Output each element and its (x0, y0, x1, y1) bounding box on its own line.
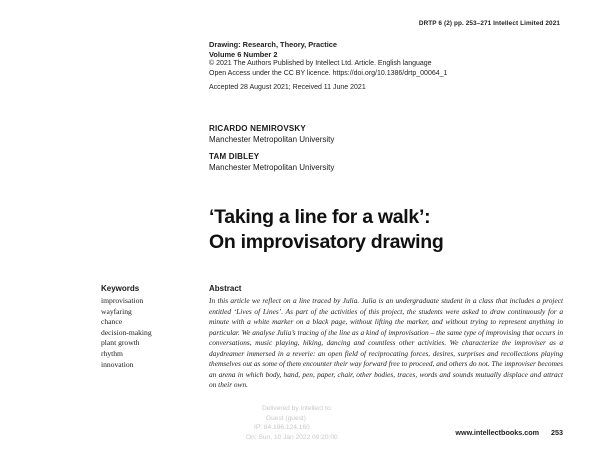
title-line-2: On improvisatory drawing (209, 231, 444, 253)
abstract-text: In this article we reflect on a line traced by Julia. Julia is an undergraduate student in a class that includes a project entitled ‘Lives of Lines’. As part of the activities of this project, the students were asked to draw continuously for a minute with a white marker on a black page, without lifting the marker, and without trying to represent anything in particular. We analyse Julia’s tracing of the line as a kind of improvisation – the same type of improvising that occurs in conversations, music playing, hiking, dancing and countless other activities. We characterize the improviser as a daydreamer immersed in a reverie: an open field of reciprocating forces, desires, surprises and recollections playing themselves out as some of them encounter their way forward free to proceed, and others do not. The improviser becomes an arena in which body, hand, pen, paper, chair, other bodies, traces, words and sounds mutually displace and attract on their own. (209, 296, 564, 389)
dates-line: Accepted 28 August 2021; Received 11 June 2021 (209, 84, 366, 92)
watermark-line: IP: 84.196.124.160 (254, 424, 310, 431)
author-affiliation: Manchester Metropolitan University (209, 134, 335, 144)
keyword-item: rhythm (101, 348, 123, 358)
keywords-list (101, 296, 152, 370)
watermark-line: Delivered by Intellect to: (262, 405, 333, 412)
author-block-2 (209, 152, 334, 173)
page-number: 253 (551, 428, 563, 437)
watermark-line: Guest (guest) (266, 414, 306, 422)
keyword-item: improvisation (101, 296, 144, 305)
article-metadata (209, 40, 447, 93)
keyword-item: innovation (101, 359, 134, 369)
keyword-item: chance (101, 317, 123, 327)
author-name: RICARDO NEMIROVSKY (209, 124, 306, 133)
running-head: DRTP 6 (2) pp. 253–271 Intellect Limited 2021 (418, 20, 560, 27)
article-title (209, 205, 443, 255)
title-line-1: ‘Taking a line for a walk’: (209, 206, 431, 228)
author-affiliation: Manchester Metropolitan University (209, 162, 335, 172)
author-block-1 (209, 124, 334, 145)
abstract-heading: Abstract (209, 284, 242, 293)
watermark-line: On: Sun, 10 Jan 2022 09:20:00 (246, 433, 338, 441)
keyword-item: plant growth (101, 338, 140, 348)
keywords-heading: Keywords (101, 284, 140, 293)
delivery-watermark (246, 404, 426, 442)
keyword-item: wayfaring (101, 306, 132, 316)
keyword-item: decision-making (101, 327, 152, 337)
author-name: TAM DIBLEY (209, 152, 260, 161)
journal-volume: Volume 6 Number 2 (209, 49, 278, 59)
publisher-website: www.intellectbooks.com (455, 428, 539, 437)
open-access-line: Open Access under the CC BY licence. https://doi.org/10.1386/drtp_00064_1 (209, 69, 448, 77)
page-footer (455, 428, 563, 437)
journal-title: Drawing: Research, Theory, Practice (209, 40, 338, 49)
copyright-line: © 2021 The Authors Published by Intellect Ltd. Article. English language (209, 60, 432, 68)
